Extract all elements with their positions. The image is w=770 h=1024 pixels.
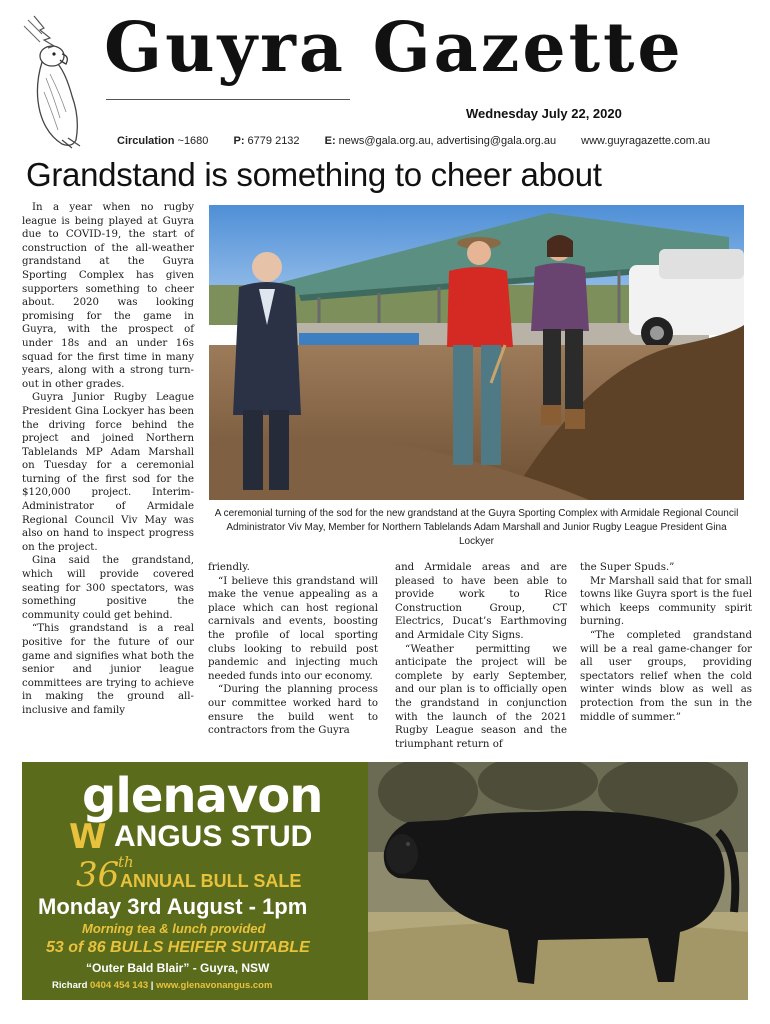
circulation-value: ~1680 <box>177 135 209 147</box>
email-value[interactable]: news@gala.org.au, advertising@gala.org.au <box>338 135 557 147</box>
ad-location: “Outer Bald Blair” - Guyra, NSW <box>86 961 270 975</box>
article-paragraph: Gina said the grandstand, which will provide covered seating for 300 spectators, was something positive the community could get behind. <box>22 555 194 621</box>
ad-contact-line <box>52 981 272 991</box>
email-label: E: <box>324 135 336 147</box>
phone-value: 6779 2132 <box>247 135 300 147</box>
circulation-label: Circulation <box>117 135 175 147</box>
ad-sale-title: ANNUAL BULL SALE <box>120 871 302 891</box>
ad-stud-name: ANGUS STUD <box>114 820 313 853</box>
masthead-title: Guyra Gazette <box>104 8 684 88</box>
article-paragraph: In a year when no rugby league is being played at Guyra due to COVID-19, the start of construction of the all-weather grandstand at the Guyra Sporting Complex has given supporters something to cheer about. 2020 was looking promising for the game in Guyra, with the prospect of under 18s and an under 16s squad for the first time in many years, along with a strong turn-out in other grades. <box>22 202 194 390</box>
article-column-1 <box>22 201 194 718</box>
article-column-2 <box>208 561 378 738</box>
article-paragraph: “Weather permitting we anticipate the project will be complete by early September, and our plan is to officially open the grandstand in conjunction with the launch of the 2021 Rugby League season and the triumphant return of <box>395 643 567 750</box>
ad-sale-date: Monday 3rd August - 1pm <box>38 894 308 919</box>
article-paragraph: Guyra Junior Rugby League President Gina Lockyer has been the driving force behind the project and joined Northern Tablelands MP Adam Marshall on Tuesday for a ceremonial turning of the first sod for the $120,000 project. Interim-Administrator of Armidale Regional Council Viv May was also on hand to inspect progress on the project. <box>22 392 194 553</box>
article-column-3 <box>395 561 567 751</box>
ad-sale-number: 36 <box>76 855 120 895</box>
article-paragraph: “I believe this grandstand will make the venue appealing as a place which can host regional carnivals and events, boosting the profile of local sporting clubs looking to rebuild post pandemic and injecting much needed funds into our economy. <box>208 575 378 682</box>
article-paragraph: the Super Spuds.” <box>580 562 675 573</box>
article-paragraph: Mr Marshall said that for small towns like Guyra sport is the fuel which keeps community spirit burning. <box>580 575 752 628</box>
article-paragraph: friendly. <box>208 562 250 573</box>
photo-caption: A ceremonial turning of the sod for the new grandstand at the Guyra Sporting Complex with Armidale Regional Council Administrator Viv May, Member for Northern Tablelands Adam Marshall and Junior Rugby League President Gina Lockyer <box>214 508 739 547</box>
ad-brand-w-logo: W <box>69 817 107 857</box>
ad-sale-number-suffix: th <box>118 853 134 871</box>
angus-bull-photo <box>368 762 748 1000</box>
ad-brand-name: glenavon <box>82 768 323 824</box>
ad-refreshments: Morning tea & lunch provided <box>82 921 266 936</box>
article-column-4 <box>580 561 752 724</box>
article-paragraph: and Armidale areas and are pleased to have been able to provide work to Rice Construction Group, CT Electrics, Ducat’s Earthmoving and Armidale City Signs. <box>395 562 567 641</box>
masthead-info-bar <box>117 135 710 147</box>
article-paragraph: “The completed grandstand will be a real game-changer for all user groups, providing spectators relief when the cold winter winds blow as well as protection from the sun in the middle of summer.” <box>580 629 752 723</box>
ad-contact-separator: | <box>150 980 154 991</box>
ad-bulls-count: 53 of 86 BULLS HEIFER SUITABLE <box>46 939 310 956</box>
glenavon-ad[interactable] <box>22 762 368 1000</box>
website-link[interactable]: www.guyragazette.com.au <box>581 135 711 147</box>
issue-date: Wednesday July 22, 2020 <box>466 106 622 121</box>
masthead-rule <box>106 99 350 100</box>
ad-website-link[interactable]: www.glenavonangus.com <box>156 980 273 991</box>
cockatoo-logo-icon <box>14 8 96 150</box>
ad-contact-name: Richard <box>52 980 88 991</box>
article-headline: Grandstand is something to cheer about <box>26 156 602 193</box>
ad-contact-phone[interactable]: 0404 454 143 <box>90 980 149 991</box>
article-paragraph: “This grandstand is a real positive for the future of our game and signifies what both the senior and junior league committees are trying to achieve in making the ground all-inclusive and family <box>22 623 194 716</box>
phone-label: P: <box>233 135 245 147</box>
sod-turning-photo <box>209 205 744 500</box>
article-paragraph: “During the planning process our committee worked hard to ensure the build went to contractors from the Guyra <box>208 684 378 737</box>
